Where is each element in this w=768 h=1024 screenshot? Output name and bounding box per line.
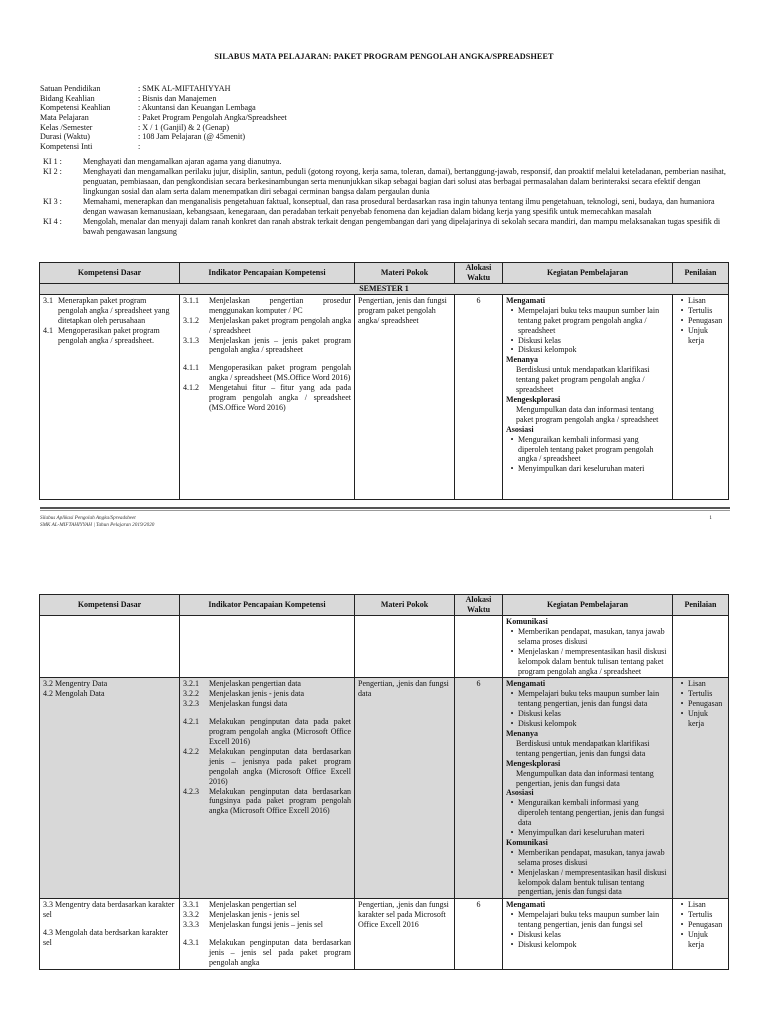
table-row <box>40 678 729 899</box>
info-row <box>40 84 740 94</box>
kegiatan-heading: Komunikasi <box>506 837 548 847</box>
info-row <box>40 132 740 142</box>
kegiatan-heading: Mengamati <box>506 900 546 910</box>
info-value: : SMK AL-MIFTAHIYYAH <box>138 84 231 93</box>
table-row <box>40 616 729 678</box>
list-item: • Unjuk kerja <box>680 325 708 345</box>
list-item: • Lisan <box>680 679 706 689</box>
indikator-text: Mengoperasikan paket program pengolah angka / spreadsheet (MS.Office Word 2016) <box>209 363 351 383</box>
info-value: : Bisnis dan Manajemen <box>138 93 217 103</box>
list-item: • Unjuk kerja <box>680 709 708 729</box>
materi-cell: Pengertian, ,jenis dan fungsi karakter sel pada Microsoft Office Excell 2016 <box>355 899 455 969</box>
penilaian-cell <box>673 294 729 499</box>
info-label: Durasi (Waktu) <box>40 132 90 142</box>
kegiatan-cell <box>503 678 673 899</box>
list-item: • Diskusi kelompok <box>510 719 577 729</box>
info-row <box>40 123 740 133</box>
kegiatan-text: Mengumpulkan data dan informasi tentang pengertian, jenis dan fungsi data <box>516 768 654 788</box>
indikator-number: 4.1.1 <box>183 363 199 373</box>
kegiatan-cell <box>503 294 673 499</box>
kegiatan-cell <box>503 616 673 678</box>
ki-text: Menghayati dan mengamalkan perilaku jujur, disiplin, santun, peduli (gotong royong, kerja sama, toleran, damai), bertanggung-jawab, responsif, dan proaktif melalui keteladanan, pemberian nasihat, penguatan, pembiasaan, dan pengkondisian secara berkesinambungan serta menunjukkan sikap sebagai bagian dari solusi atas berbagai permasalahan dalam berinteraksi secara efektif dengan lingkungan sosial dan alam serta dalam menempatkan diri sebagai cerminan bangsa dalam pergaulan dunia <box>83 167 726 197</box>
kegiatan-heading: Menanya <box>506 355 538 365</box>
ki-item <box>40 167 730 197</box>
alokasi-cell <box>455 616 503 678</box>
indikator-number: 3.2.3 <box>183 699 199 709</box>
indikator-text: Menjelaskan jenis – jenis paket program pengolah angka / spreadsheet <box>209 335 351 355</box>
indikator-number: 3.3.2 <box>183 910 199 920</box>
header-alokasi: Alokasi Waktu <box>455 263 503 284</box>
footer-divider-thin <box>40 510 730 511</box>
list-item: • Memberikan pendapat, masukan, tanya jawab selama proses diskusi <box>510 626 665 646</box>
indikator-text: Menjelaskan jenis - jenis data <box>209 689 305 699</box>
list-item: • Penugasan <box>680 315 723 325</box>
list-item: • Menjelaskan / mempresentasikan hasil diskusi kelompok dalam bentuk tulisan tentang pengertian, jenis dan fungsi data <box>510 867 667 897</box>
syllabus-table-page2 <box>39 594 729 970</box>
list-item: • Diskusi kelas <box>510 709 561 719</box>
list-item: • Mempelajari buku teks maupun sumber lain tentang pengertian, jenis dan fungsi sel <box>510 910 660 930</box>
info-label: Kelas /Semester <box>40 122 93 132</box>
indikator-text: Menjelaskan paket program pengolah angka / spreadsheet <box>209 315 351 335</box>
list-item: • Menyimpulkan dari keseluruhan materi <box>510 464 645 474</box>
indikator-number: 3.1.1 <box>183 295 199 305</box>
semester-row <box>40 284 729 295</box>
semester-label: SEMESTER 1 <box>40 284 729 295</box>
page-number: 1 <box>709 515 712 521</box>
document-title: SILABUS MATA PELAJARAN: PAKET PROGRAM PENGOLAH ANGKA/SPREADSHEET <box>214 52 554 61</box>
indikator-text: Menjelaskan pengertian data <box>209 679 301 689</box>
header-indikator: Indikator Pencapaian Kompetensi <box>180 595 355 616</box>
penilaian-cell <box>673 616 729 678</box>
ki-item <box>40 197 730 217</box>
kegiatan-text: Berdiskusi untuk mendapatkan klarifikasi tentang paket program pengolah angka / spreadsheet <box>516 365 650 395</box>
footer-line: Silabus Aplikasi Pengolah Angka/Spreadsheet <box>40 515 136 521</box>
kegiatan-heading: Mengeskplorasi <box>506 758 561 768</box>
indikator-text: Mengetahui fitur – fitur yang ada pada program pengolah angka / spreadsheet (MS.Office Word 2016) <box>209 383 351 412</box>
syllabus-table-page1 <box>39 262 729 500</box>
list-item: • Diskusi kelompok <box>510 940 577 949</box>
indikator-cell <box>180 899 355 969</box>
indikator-text: Menjelaskan fungsi jenis – jenis sel <box>209 920 323 930</box>
ki-text: Mengolah, menalar dan menyaji dalam ranah konkret dan ranah abstrak terkait dengan pengembangan dari yang dipelajarinya di sekolah secara mandiri, dan mampu melaksanakan tugas spesifik di bawah pengawasan langsung <box>83 217 721 237</box>
kd-cell <box>40 899 180 969</box>
kegiatan-heading: Komunikasi <box>506 617 548 626</box>
kd-number: 4.1 <box>43 325 53 335</box>
kegiatan-heading: Mengeskplorasi <box>506 394 561 404</box>
info-label: Satuan Pendidikan <box>40 84 101 93</box>
indikator-number: 4.3.1 <box>183 938 199 948</box>
header-materi: Materi Pokok <box>355 263 455 284</box>
info-row <box>40 113 740 123</box>
penilaian-cell <box>673 678 729 899</box>
ki-label: KI 2 : <box>43 167 62 177</box>
kegiatan-cell <box>503 899 673 969</box>
list-item: • Mempelajari buku teks maupun sumber lain tentang pengertian, jenis dan fungsi data <box>510 689 660 709</box>
header-kd: Kompetensi Dasar <box>40 263 180 284</box>
list-item: • Menguraikan kembali informasi yang diperoleh tentang pengertian, jenis dan fungsi data <box>510 798 665 828</box>
kd-cell <box>40 294 180 499</box>
indikator-text: Melakukan penginputan data berdasarkan fungsinya pada paket program pengolah angka (Microsoft Office Excell 2016) <box>209 786 351 816</box>
kd-text: Mengoperasikan paket program pengolah angka / spreadsheet. <box>58 325 160 345</box>
kegiatan-text: Mengumpulkan data dan informasi tentang paket program pengolah angka / spreadsheet <box>516 404 659 424</box>
header-penilaian: Penilaian <box>673 595 729 616</box>
info-label: Bidang Keahlian <box>40 93 95 103</box>
table-row <box>40 294 729 499</box>
indikator-text: Menjelaskan pengertian sel <box>209 900 297 910</box>
indikator-number: 3.3.3 <box>183 920 199 930</box>
header-alokasi: Alokasi Waktu <box>455 595 503 616</box>
indikator-text: Menjelaskan pengertian prosedur menggunakan komputer / PC <box>209 295 351 315</box>
indikator-number: 4.2.3 <box>183 786 199 796</box>
list-item: • Memberikan pendapat, masukan, tanya jawab selama proses diskusi <box>510 847 665 867</box>
alokasi-cell: 6 <box>455 899 503 969</box>
indikator-text: Melakukan penginputan data berdasarkan jenis – jenisnya pada paket program pengolah angka (Microsoft Office Excell 2016) <box>209 746 351 786</box>
ki-item <box>40 157 730 167</box>
identity-block <box>40 84 740 152</box>
kegiatan-heading: Mengamati <box>506 295 546 305</box>
table-row <box>40 899 729 969</box>
page-footer <box>40 515 154 529</box>
info-label: Mata Pelajaran <box>40 113 89 123</box>
kd-text: 4.2 Mengolah Data <box>43 689 105 699</box>
header-kegiatan: Kegiatan Pembelajaran <box>503 595 673 616</box>
header-indikator: Indikator Pencapaian Kompetensi <box>180 263 355 284</box>
materi-cell <box>355 616 455 678</box>
indikator-cell <box>180 294 355 499</box>
info-value: : X / 1 (Ganjil) & 2 (Genap) <box>138 122 230 132</box>
footer-divider <box>40 507 730 509</box>
list-item: • Diskusi kelompok <box>510 345 577 355</box>
indikator-cell <box>180 678 355 899</box>
indikator-text: Menjelaskan fungsi data <box>209 699 288 709</box>
penilaian-cell <box>673 899 729 969</box>
list-item: • Penugasan <box>680 699 723 709</box>
list-item: • Tertulis <box>680 910 713 920</box>
list-item: • Unjuk kerja <box>680 930 708 949</box>
info-value: : <box>138 142 141 152</box>
list-item: • Menyimpulkan dari keseluruhan materi <box>510 828 645 838</box>
list-item: • Menjelaskan / mempresentasikan hasil diskusi kelompok dalam bentuk tulisan tentang paket program pengolah angka / spreadsheet <box>510 646 667 676</box>
kd-text: Menerapkan paket program pengolah angka / spreadsheet yang ditetapkan oleh perusahaan <box>58 295 170 325</box>
info-label: Kompetensi Inti <box>40 142 93 152</box>
info-label: Kompetensi Keahlian <box>40 103 111 113</box>
materi-cell: Pengertian, jenis dan fungsi program paket pengolah angka/ spreadsheet <box>355 294 455 499</box>
info-row <box>40 142 740 152</box>
info-value: : Paket Program Pengolah Angka/Spreadsheet <box>138 113 287 123</box>
kd-cell <box>40 616 180 678</box>
list-item: • Mempelajari buku teks maupun sumber lain tentang paket program pengolah angka / spreadsheet <box>510 305 660 335</box>
info-row <box>40 94 740 104</box>
kegiatan-heading: Mengamati <box>506 679 546 689</box>
info-row <box>40 103 740 113</box>
kd-text: 4.3 Mengolah data berdsarkan karakter sel <box>43 928 169 948</box>
info-value: : Akuntansi dan Keuangan Lembaga <box>138 103 256 113</box>
ki-item <box>40 217 730 237</box>
indikator-number: 3.2.2 <box>183 689 199 699</box>
ki-text: Menghayati dan mengamalkan ajaran agama yang dianutnya. <box>83 157 282 166</box>
list-item: • Tertulis <box>680 305 713 315</box>
indikator-number: 3.2.1 <box>183 679 199 689</box>
indikator-number: 4.2.1 <box>183 717 199 727</box>
list-item: • Lisan <box>680 900 706 910</box>
kompetensi-inti-list <box>40 157 730 237</box>
indikator-number: 3.1.3 <box>183 335 199 345</box>
list-item: • Lisan <box>680 295 706 305</box>
indikator-text: Melakukan penginputan data berdasarkan jenis – jenis sel pada paket program pengolah angka <box>209 938 351 967</box>
kegiatan-text: Berdiskusi untuk mendapatkan klarifikasi tentang pengertian, jenis dan fungsi data <box>516 738 650 758</box>
kegiatan-heading: Menanya <box>506 728 538 738</box>
footer-line: SMK AL-MIFTAHIYYAH | Tahun Pelajaran 2019/2020 <box>40 521 155 528</box>
indikator-number: 4.1.2 <box>183 383 199 393</box>
ki-text: Memahami, menerapkan dan menganalisis pengetahuan faktual, konseptual, dan rasa prosedural berdasarkan rasa ingin tahunya tentang ilmu pengetahuan, teknologi, seni, budaya, dan humaniora dengan wawasan kemanusiaan, kebangsaan, kenegaraan, dan peradaban terkait penyebab fenomena dan kejadian dalam bidang kerja yang spesifik untuk memecahkan masalah <box>83 197 715 217</box>
list-item: • Menguraikan kembali informasi yang diperoleh tentang paket program pengolah angka / spreadsheet <box>510 434 654 464</box>
indikator-text: Menjelaskan jenis - jenis sel <box>209 910 300 920</box>
kegiatan-heading: Asosiasi <box>506 788 534 798</box>
list-item: • Penugasan <box>680 920 723 930</box>
materi-cell: Pengertian, ,jenis dan fungsi data <box>355 678 455 899</box>
indikator-number: 3.1.2 <box>183 315 199 325</box>
kegiatan-heading: Asosiasi <box>506 424 534 434</box>
indikator-text: Melakukan penginputan data pada paket program pengolah angka (Microsoft Office Excell 2016) <box>209 717 351 746</box>
ki-label: KI 1 : <box>43 157 62 166</box>
ki-label: KI 3 : <box>43 197 62 207</box>
alokasi-cell: 6 <box>455 294 503 499</box>
header-penilaian: Penilaian <box>673 263 729 284</box>
table-header-row <box>40 263 729 284</box>
info-value: : 108 Jam Pelajaran (@ 45menit) <box>138 132 246 142</box>
alokasi-cell: 6 <box>455 678 503 899</box>
kd-text: 3.3 Mengentry data berdasarkan karakter sel <box>43 900 175 920</box>
list-item: • Tertulis <box>680 689 713 699</box>
indikator-cell <box>180 616 355 678</box>
header-kegiatan: Kegiatan Pembelajaran <box>503 263 673 284</box>
kd-text: 3.2 Mengentry Data <box>43 679 108 689</box>
ki-label: KI 4 : <box>43 217 62 227</box>
header-materi: Materi Pokok <box>355 595 455 616</box>
indikator-number: 3.3.1 <box>183 900 199 910</box>
list-item: • Diskusi kelas <box>510 335 561 345</box>
header-kd: Kompetensi Dasar <box>40 595 180 616</box>
indikator-number: 4.2.2 <box>183 746 199 756</box>
table-header-row <box>40 595 729 616</box>
list-item: • Diskusi kelas <box>510 930 561 940</box>
kd-cell <box>40 678 180 899</box>
kd-number: 3.1 <box>43 295 53 305</box>
